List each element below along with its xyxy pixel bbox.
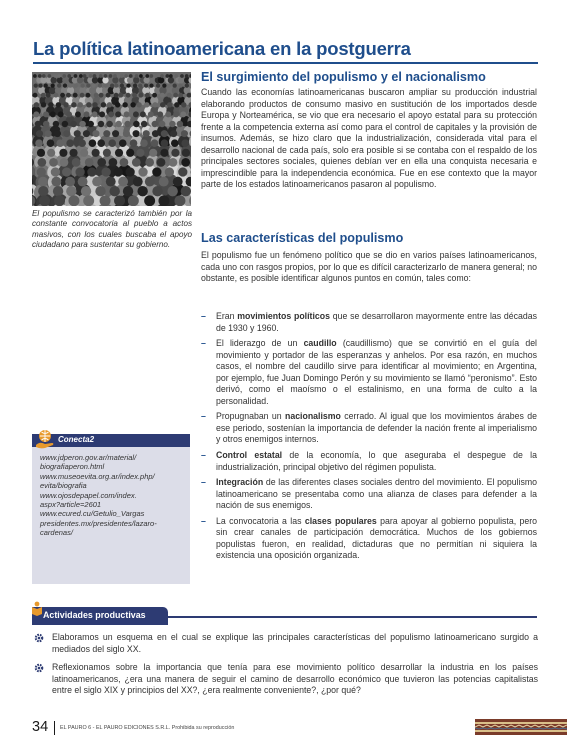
activities-header bbox=[32, 607, 537, 625]
gear-icon bbox=[34, 663, 44, 673]
person-reading-icon bbox=[30, 601, 44, 617]
link-line[interactable]: www.ecured.cu/Getulio_Vargas bbox=[40, 509, 145, 519]
page-title: La política latinoamericana en la postguerra bbox=[33, 38, 411, 59]
section-heading-caracteristicas: Las características del populismo bbox=[201, 231, 404, 245]
section-heading-surgimiento: El surgimiento del populismo y el nacionalismo bbox=[201, 70, 486, 84]
link-line[interactable]: evita/biografia bbox=[40, 481, 87, 491]
link-line[interactable]: presidentes.mx/presidentes/lazaro- bbox=[40, 518, 157, 528]
dash-bullet-icon: – bbox=[201, 515, 206, 526]
list-item: – Propugnaban un nacionalismo cerrado. Al igual que los movimientos árabes de ese periodo, sostenían la importancia de defender la nación frente al imperialismo y otros enemigos internos. bbox=[201, 411, 537, 445]
activities-title: Actividades productivas bbox=[43, 610, 146, 620]
crowd-photo bbox=[32, 72, 191, 206]
link-line[interactable]: www.ojosdepapel.com/index. bbox=[40, 490, 137, 500]
link-line[interactable]: aspx?article=2601 bbox=[40, 500, 102, 510]
photo-caption: El populismo se caracterizó también por la constante convocatoria al pueblo a actos masivos, con los cuales buscaba el apoyo ciudadano para sustentar su gobierno. bbox=[32, 209, 192, 250]
dash-bullet-icon: – bbox=[201, 338, 206, 349]
section-paragraph-surgimiento: Cuando las economías latinoamericanas buscaron ampliar su producción industrial elaborando productos de consumo masivo en sustitución de los importados desde Europa y Norteamérica, se vio que era necesario el apoyo estatal para su protección frente a la competencia externa así como para el control de capitales y la provisión de insumos. Además, se hizo claro que la industrialización, considerada vital para el desarrollo nacional de cada país, solo era posible si se contaba con el respaldo de los principales sectores sociales, quienes debían ver en ella una conquista necesaria e imprescindible para la independencia económica. Fue en ese contexto que la mayor parte de los estados latinoamericanos pasaron al populismo. bbox=[201, 87, 537, 190]
conecta-links bbox=[32, 447, 190, 538]
page-footer bbox=[32, 720, 537, 736]
gear-icon bbox=[34, 633, 44, 643]
footer-separator bbox=[54, 721, 55, 735]
dash-bullet-icon: – bbox=[201, 450, 206, 461]
list-item: Reflexionamos sobre la importancia que tenía para ese movimiento político desarrollar la industria en los países latinoamericanos, ¿era una manera de seguir el camino de desarrollo económico que tuvieron las potencias capitalistas entre el siglo XIX y principios del XX?, ¿era realmente conveniente?, ¿por qué? bbox=[34, 662, 538, 697]
conecta-title: Conecta2 bbox=[58, 435, 95, 444]
footer-pattern bbox=[475, 719, 567, 735]
link-line[interactable]: biografiaperon.html bbox=[40, 462, 105, 472]
list-item: – Integración de las diferentes clases sociales dentro del movimiento. El populismo latinoamericano se presentaba como una alianza de clases para defender a la nación de sus enemigos. bbox=[201, 477, 537, 511]
globe-hand-icon bbox=[34, 428, 56, 450]
list-item: – La convocatoria a las clases populares para apoyar al gobierno populista, pero sin crear canales de participación democrática. Muchos de los gobiernos populistas fueron, en realidad, dictaduras que no permitían ni siquiera la existencia una oposición organizada. bbox=[201, 515, 537, 561]
list-item: Elaboramos un esquema en el cual se explique las principales características del populismo latinoamericano surgido a mediados del siglo XX. bbox=[34, 632, 538, 655]
footer-text: EL PAURO 6 - EL PAURO EDICIONES S.R.L. Prohibida su reproducción bbox=[60, 725, 235, 731]
conecta-header bbox=[32, 434, 190, 447]
dash-bullet-icon: – bbox=[201, 477, 206, 488]
section-paragraph-intro: El populismo fue un fenómeno político que se dio en varios países latinoamericanos, cada uno con rasgos propios, por lo que es difícil caracterizarlo de manera general; no obstante, es posible identificar algunos puntos en común, tales como: bbox=[201, 250, 537, 284]
title-rule bbox=[33, 62, 538, 64]
link-line[interactable]: www.jdperon.gov.ar/material/ bbox=[40, 453, 137, 462]
dash-bullet-icon: – bbox=[201, 411, 206, 422]
characteristics-list bbox=[201, 311, 537, 566]
activities-list bbox=[34, 632, 538, 704]
link-line[interactable]: cardenas/ bbox=[40, 528, 73, 538]
dash-bullet-icon: – bbox=[201, 311, 206, 321]
page-number: 34 bbox=[32, 719, 49, 735]
activities-tab bbox=[32, 607, 168, 625]
link-line[interactable]: www.museoevita.org.ar/index.php/ bbox=[40, 471, 155, 481]
list-item: – Eran movimientos políticos que se desarrollaron mayormente entre las décadas de 1930 y 1960. bbox=[201, 311, 537, 333]
conecta-box bbox=[32, 434, 190, 584]
list-item: – El liderazgo de un caudillo (caudillismo) que se convirtió en el guía del movimiento y portador de las esperanzas y anhelos. Por esa razón, en muchos casos, el nombre del caudillo sirve para identificar al movimiento; en Argentina, por ejemplo, fue Juan Domingo Perón y su movimiento se llamó “peronismo”. Esto derivó, como el maoísmo o el estalinismo, en una forma de culto a la personalidad. bbox=[201, 338, 537, 406]
list-item: – Control estatal de la economía, lo que aseguraba el despegue de la industrialización, principal objetivo del régimen populista. bbox=[201, 450, 537, 472]
